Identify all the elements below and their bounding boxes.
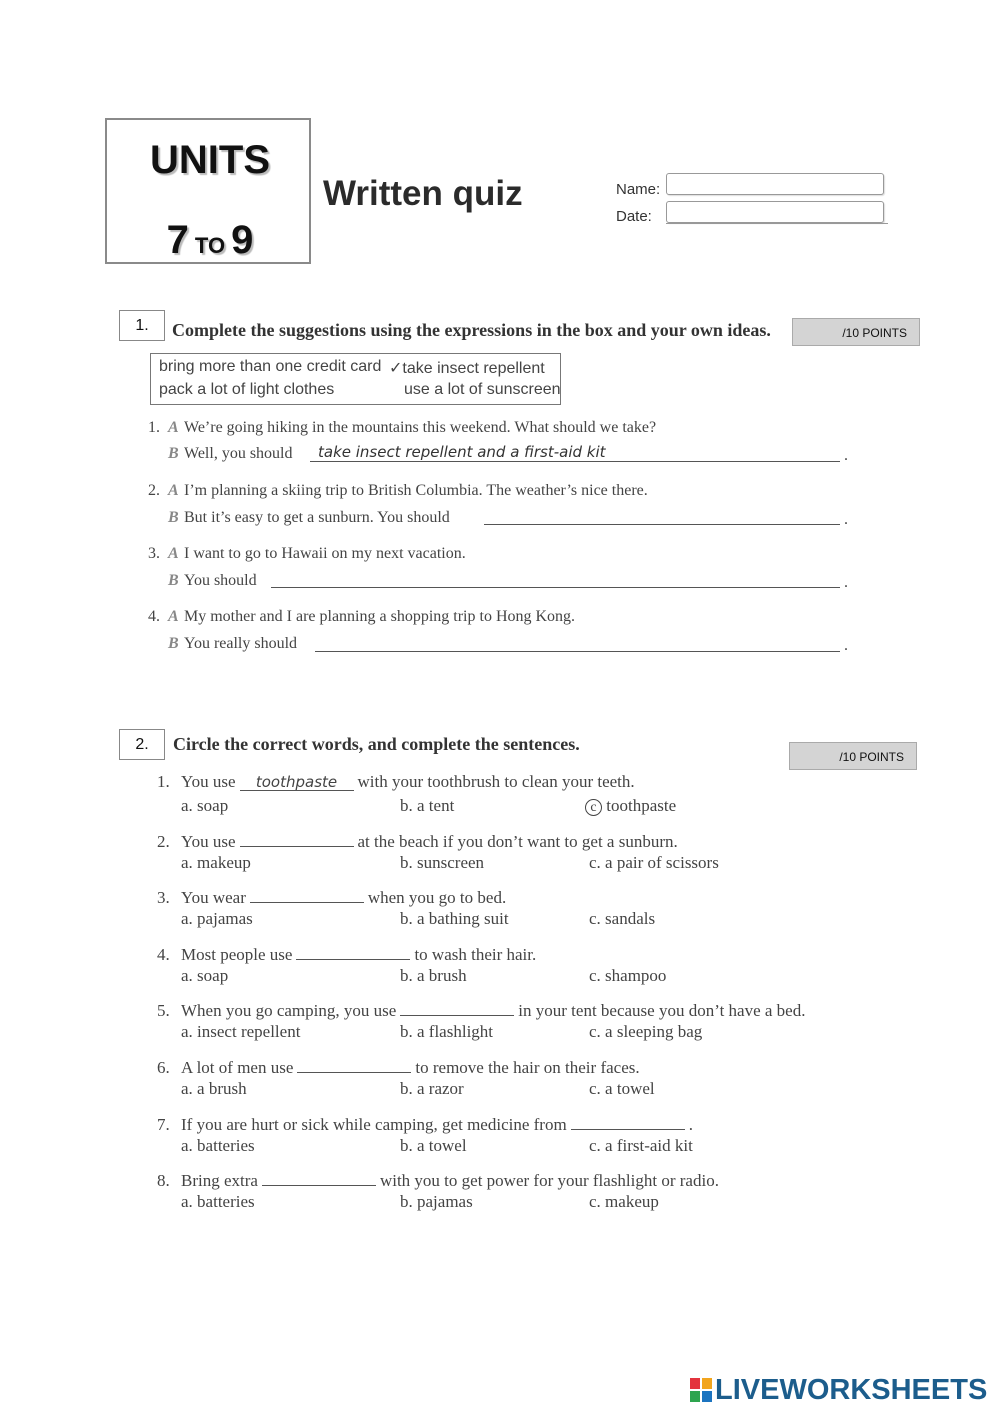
section2-instruction: Circle the correct words, and complete the sentences. — [173, 734, 580, 754]
speaker-a: A — [168, 608, 179, 625]
s1-item-b — [168, 509, 450, 527]
section2-points: /10 POINTS — [789, 742, 917, 770]
s1-item-b — [168, 635, 297, 653]
s2-item-number: 5. — [157, 1001, 170, 1020]
s2-sentence — [157, 829, 678, 852]
s2-sentence — [157, 1055, 640, 1078]
s2-option[interactable]: b. a tent — [400, 796, 455, 815]
s2-answer-blank[interactable] — [400, 998, 514, 1016]
s2-item-number: 1. — [157, 772, 170, 791]
s1-answer-2[interactable] — [484, 524, 840, 525]
s2-option[interactable]: c. sandals — [589, 909, 656, 928]
s2-option[interactable]: a. insect repellent — [181, 1022, 301, 1041]
s1-answer-4[interactable] — [315, 651, 840, 652]
s2-option[interactable]: a. pajamas — [181, 909, 253, 928]
s2-answer-blank[interactable] — [240, 829, 354, 847]
s2-option-label: toothpaste — [606, 796, 677, 815]
units-range — [107, 218, 313, 263]
date-label: Date: — [616, 208, 652, 225]
s2-answer-blank[interactable] — [262, 1168, 376, 1186]
word-box-item: ✓take insect repellent — [389, 360, 545, 377]
s2-sentence-start: If you are hurt or sick while camping, get medicine from — [181, 1115, 567, 1134]
s2-option[interactable]: b. a flashlight — [400, 1022, 494, 1041]
speaker-b: B — [168, 635, 179, 652]
s2-answer-blank[interactable] — [296, 942, 410, 960]
s1-answer-1[interactable]: take insect repellent and a first-aid kit — [318, 443, 606, 461]
units-title: UNITS — [150, 138, 270, 182]
s2-sentence-end: to wash their hair. — [414, 945, 537, 964]
word-box-item: bring more than one credit card — [159, 358, 382, 375]
s1-item-b — [168, 572, 257, 590]
s2-sentence-start: Most people use — [181, 945, 293, 964]
s2-sentence-end: with your toothbrush to clean your teeth. — [357, 772, 635, 791]
speaker-a: A — [168, 545, 179, 562]
s2-option[interactable]: a. a brush — [181, 1079, 247, 1098]
s2-answer-blank[interactable] — [571, 1112, 685, 1130]
s2-sentence-start: When you go camping, you use — [181, 1001, 397, 1020]
s2-sentence — [157, 998, 805, 1021]
speaker-b: B — [168, 509, 179, 526]
circled-option-letter: c — [585, 799, 602, 816]
name-label: Name: — [616, 181, 661, 198]
word-box — [150, 353, 561, 405]
s2-option[interactable]: a. makeup — [181, 853, 251, 872]
units-box — [105, 118, 311, 264]
s2-item-number: 2. — [157, 832, 170, 851]
s1-item-number: 3. — [148, 545, 160, 562]
s2-sentence — [157, 1168, 719, 1191]
s2-option[interactable]: c. a pair of scissors — [589, 853, 719, 872]
s2-option[interactable]: b. a brush — [400, 966, 467, 985]
s2-sentence — [157, 1112, 693, 1135]
answer-line — [310, 461, 840, 462]
date-field[interactable] — [666, 201, 884, 223]
s1-item-number: 4. — [148, 608, 160, 625]
s1-item-a-text: My mother and I are planning a shopping trip to Hong Kong. — [184, 608, 576, 625]
word-box-item: use a lot of sunscreen — [404, 381, 561, 398]
s2-option[interactable]: c. a towel — [589, 1079, 655, 1098]
s1-item-b-text: You really should — [184, 635, 298, 652]
s2-sentence-start: A lot of men use — [181, 1058, 294, 1077]
logo-text: LIVEWORKSHEETS — [715, 1374, 988, 1406]
s2-option[interactable]: a. soap — [181, 796, 229, 815]
units-to: 9 — [231, 218, 254, 262]
s2-option[interactable]: b. pajamas — [400, 1192, 473, 1211]
period: . — [844, 637, 848, 654]
s1-item-a-text: I’m planning a skiing trip to British Columbia. The weather’s nice there. — [184, 482, 648, 499]
s2-sentence-end: . — [688, 1115, 693, 1134]
s2-option[interactable]: b. a towel — [400, 1136, 467, 1155]
period: . — [844, 511, 848, 528]
s1-item-a — [148, 419, 656, 437]
name-field[interactable] — [666, 173, 884, 195]
s2-option[interactable]: b. sunscreen — [400, 853, 485, 872]
s2-sentence — [157, 772, 635, 792]
s2-answer-blank[interactable] — [297, 1055, 411, 1073]
s1-item-a — [148, 608, 575, 626]
s2-item-number: 4. — [157, 945, 170, 964]
speaker-a: A — [168, 419, 179, 436]
s1-item-b-text: But it’s easy to get a sunburn. You should — [184, 509, 450, 526]
s2-item-number: 7. — [157, 1115, 170, 1134]
s1-answer-3[interactable] — [271, 587, 840, 588]
s1-item-a-text: We’re going hiking in the mountains this weekend. What should we take? — [184, 419, 657, 436]
section1-instruction: Complete the suggestions using the expressions in the box and your own ideas. — [172, 320, 771, 340]
period: . — [844, 447, 848, 464]
s2-sentence-end: when you go to bed. — [367, 888, 507, 907]
page-title: Written quiz — [323, 174, 523, 213]
s2-answer-blank[interactable] — [250, 885, 364, 903]
s1-item-b — [168, 445, 292, 463]
s2-sentence-end: with you to get power for your flashlight or radio. — [379, 1171, 719, 1190]
s2-item-number: 3. — [157, 888, 170, 907]
section2-number: 2. — [119, 729, 165, 760]
liveworksheets-icon — [690, 1378, 712, 1402]
s2-option[interactable]: c. a sleeping bag — [589, 1022, 703, 1041]
s2-option[interactable]: c. a first-aid kit — [589, 1136, 693, 1155]
s2-sentence-start: Bring extra — [181, 1171, 258, 1190]
s1-item-a — [148, 545, 466, 563]
s2-option[interactable] — [585, 796, 676, 816]
s2-answer-blank[interactable]: toothpaste — [240, 773, 354, 791]
speaker-a: A — [168, 482, 179, 499]
date-underline — [666, 223, 888, 224]
s2-option[interactable]: a. batteries — [181, 1192, 255, 1211]
s1-item-b-text: Well, you should — [184, 445, 293, 462]
units-from: 7 — [166, 218, 189, 262]
speaker-b: B — [168, 572, 179, 589]
s1-item-a — [148, 482, 648, 500]
section1-number: 1. — [119, 310, 165, 341]
s2-option[interactable]: c. makeup — [589, 1192, 659, 1211]
s2-sentence-end: at the beach if you don’t want to get a sunburn. — [357, 832, 678, 851]
period: . — [844, 574, 848, 591]
s2-option[interactable]: a. batteries — [181, 1136, 255, 1155]
s1-item-number: 2. — [148, 482, 160, 499]
s2-sentence-end: to remove the hair on their faces. — [415, 1058, 640, 1077]
section1-points: /10 POINTS — [792, 318, 920, 346]
liveworksheets-logo — [690, 1374, 987, 1407]
s2-option[interactable]: b. a bathing suit — [400, 909, 509, 928]
s2-sentence — [157, 942, 536, 965]
s2-option[interactable]: a. soap — [181, 966, 229, 985]
s2-sentence-start: You wear — [181, 888, 246, 907]
s1-item-a-text: I want to go to Hawaii on my next vacation. — [184, 545, 466, 562]
s2-item-number: 6. — [157, 1058, 170, 1077]
s1-item-number: 1. — [148, 419, 160, 436]
s2-sentence — [157, 885, 506, 908]
s2-sentence-start: You use — [181, 832, 236, 851]
s2-sentence-start: You use — [181, 772, 236, 791]
s2-option[interactable]: c. shampoo — [589, 966, 667, 985]
s2-option[interactable]: b. a razor — [400, 1079, 464, 1098]
word-box-item: pack a lot of light clothes — [159, 381, 335, 398]
s1-item-b-text: You should — [184, 572, 257, 589]
s2-sentence-end: in your tent because you don’t have a bed. — [518, 1001, 806, 1020]
s2-item-number: 8. — [157, 1171, 170, 1190]
units-to-word: TO — [194, 233, 226, 258]
speaker-b: B — [168, 445, 179, 462]
